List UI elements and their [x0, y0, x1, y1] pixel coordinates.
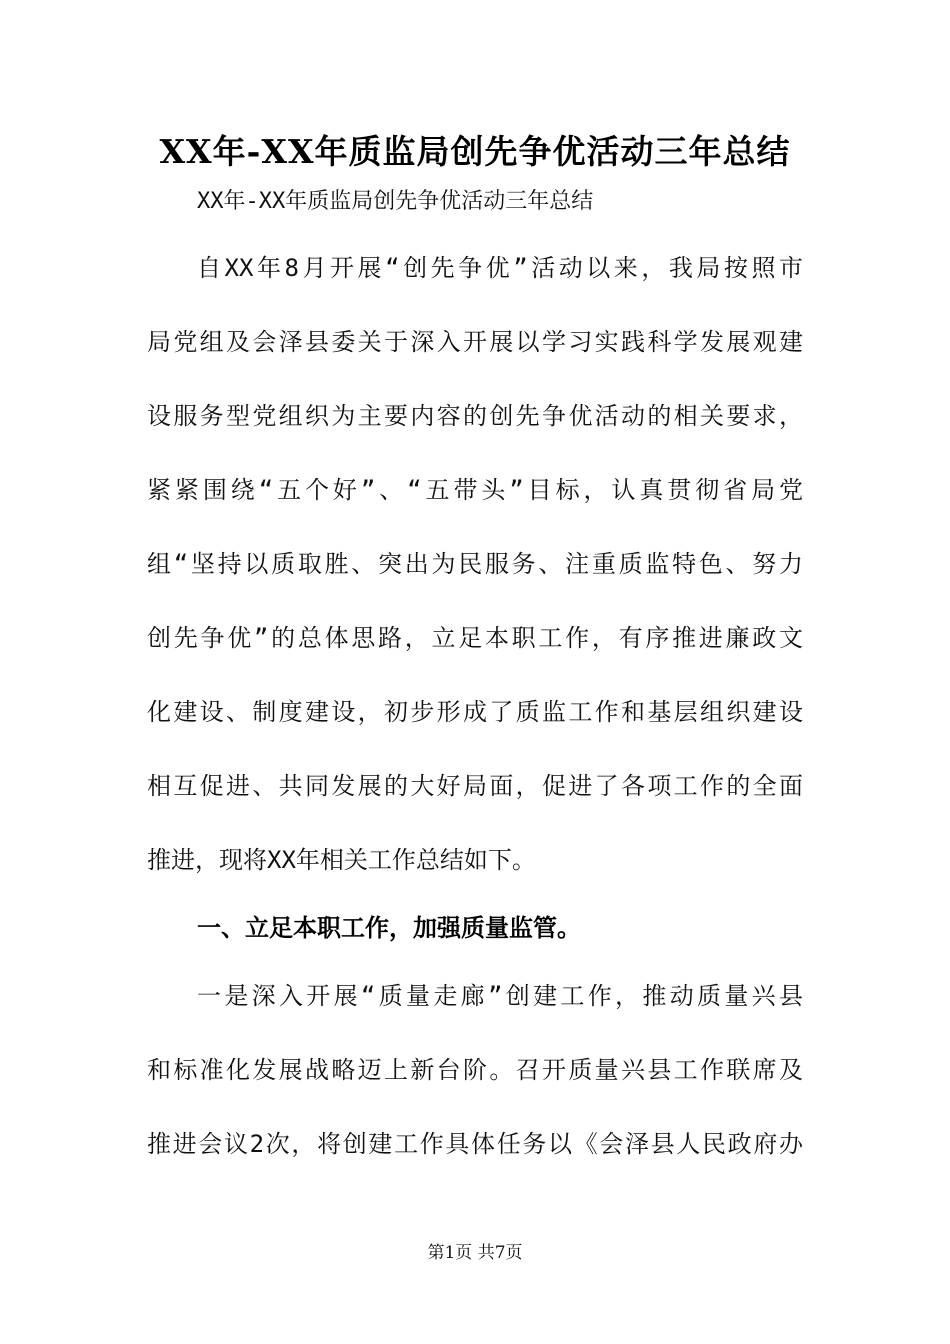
paragraph-line: 设服务型党组织为主要内容的创先争优活动的相关要求， — [147, 402, 803, 430]
paragraph-line: 推进会议2次，将创建工作具体任务以《会泽县人民政府办 — [147, 1130, 803, 1158]
page-number-footer: 第1页 共7页 — [427, 1243, 523, 1263]
paragraph-line: 一是深入开展“质量走廊”创建工作，推动质量兴县 — [197, 982, 803, 1010]
document-subtitle: XX年-XX年质监局创先争优活动三年总结 — [197, 189, 594, 214]
section-heading: 一、立足本职工作，加强质量监管。 — [197, 914, 581, 942]
paragraph-line: 创先争优”的总体思路，立足本职工作，有序推进廉政文 — [147, 624, 803, 652]
paragraph-line: 组“坚持以质取胜、突出为民服务、注重质监特色、努力 — [147, 550, 803, 578]
paragraph-line: 相互促进、共同发展的大好局面，促进了各项工作的全面 — [147, 772, 803, 800]
document-title: XX年-XX年质监局创先争优活动三年总结 — [159, 132, 791, 171]
paragraph-line: 推进，现将XX年相关工作总结如下。 — [147, 846, 536, 874]
paragraph-line: 紧紧围绕“五个好”、“五带头”目标，认真贯彻省局党 — [147, 476, 803, 504]
paragraph-line: 化建设、制度建设，初步形成了质监工作和基层组织建设 — [147, 698, 803, 726]
paragraph-line: 自XX年8月开展“创先争优”活动以来，我局按照市 — [197, 254, 803, 282]
paragraph-line: 局党组及会泽县委关于深入开展以学习实践科学发展观建 — [147, 328, 803, 356]
paragraph-line: 和标准化发展战略迈上新台阶。召开质量兴县工作联席及 — [147, 1056, 803, 1084]
